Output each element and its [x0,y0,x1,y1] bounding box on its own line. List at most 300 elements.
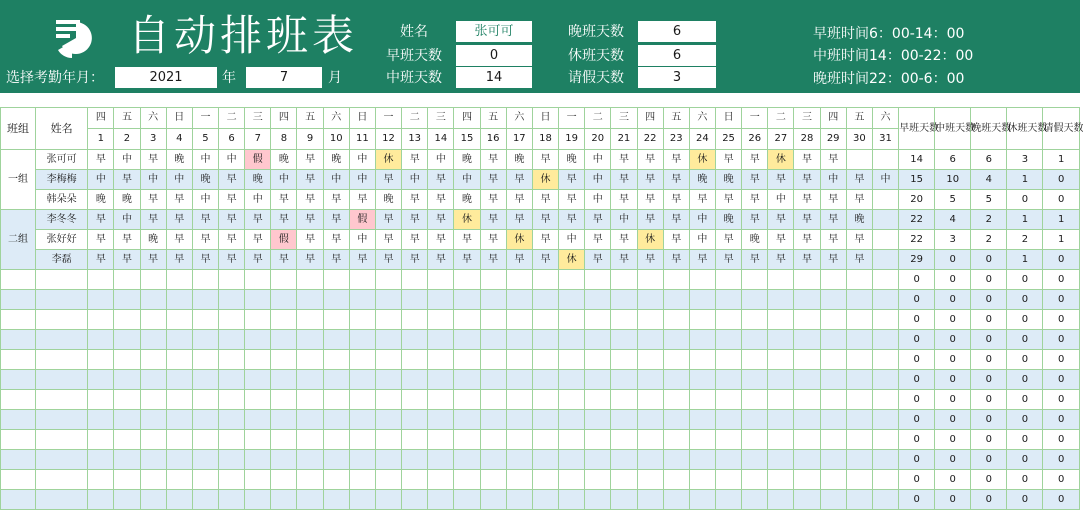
shift-cell[interactable] [532,370,558,390]
shift-cell[interactable]: 早 [88,150,114,170]
shift-cell[interactable] [192,350,218,370]
shift-cell[interactable] [271,490,297,510]
shift-cell[interactable] [166,290,192,310]
shift-cell[interactable] [715,390,741,410]
shift-cell[interactable] [166,470,192,490]
shift-cell[interactable] [611,290,637,310]
shift-cell[interactable]: 早 [166,210,192,230]
shift-cell[interactable]: 中 [114,150,140,170]
shift-cell[interactable] [271,430,297,450]
shift-cell[interactable] [323,490,349,510]
shift-cell[interactable] [768,470,794,490]
shift-cell[interactable] [846,330,872,350]
shift-cell[interactable] [454,330,480,350]
shift-cell[interactable] [637,270,663,290]
shift-cell[interactable]: 休 [532,170,558,190]
shift-cell[interactable]: 休 [454,210,480,230]
shift-cell[interactable] [663,490,689,510]
shift-cell[interactable]: 早 [480,190,506,210]
shift-cell[interactable] [846,310,872,330]
shift-cell[interactable] [88,450,114,470]
shift-cell[interactable]: 早 [88,230,114,250]
shift-cell[interactable] [428,350,454,370]
shift-cell[interactable]: 早 [742,170,768,190]
shift-cell[interactable] [88,410,114,430]
shift-cell[interactable] [532,310,558,330]
shift-cell[interactable] [219,290,245,310]
shift-cell[interactable] [506,350,532,370]
shift-cell[interactable] [611,470,637,490]
shift-cell[interactable]: 晚 [715,170,741,190]
shift-cell[interactable] [480,370,506,390]
shift-cell[interactable] [637,390,663,410]
shift-cell[interactable]: 早 [297,190,323,210]
shift-cell[interactable] [768,350,794,370]
shift-cell[interactable] [663,470,689,490]
shift-cell[interactable]: 中 [192,150,218,170]
shift-cell[interactable]: 早 [611,230,637,250]
shift-cell[interactable] [820,310,846,330]
shift-cell[interactable] [480,330,506,350]
shift-cell[interactable] [820,350,846,370]
employee-name[interactable]: 李梅梅 [36,170,88,190]
shift-cell[interactable]: 晚 [454,190,480,210]
shift-cell[interactable] [219,270,245,290]
shift-cell[interactable] [297,270,323,290]
shift-cell[interactable] [140,430,166,450]
shift-cell[interactable] [532,450,558,470]
shift-cell[interactable]: 早 [297,210,323,230]
shift-cell[interactable] [872,330,898,350]
shift-cell[interactable] [794,270,820,290]
employee-name[interactable] [36,290,88,310]
shift-cell[interactable]: 早 [611,150,637,170]
shift-cell[interactable] [114,270,140,290]
shift-cell[interactable]: 早 [402,150,428,170]
shift-cell[interactable] [794,290,820,310]
shift-cell[interactable] [846,350,872,370]
shift-cell[interactable]: 早 [271,250,297,270]
shift-cell[interactable]: 早 [637,250,663,270]
shift-cell[interactable] [402,350,428,370]
employee-name[interactable] [36,490,88,510]
shift-cell[interactable]: 休 [689,150,715,170]
shift-cell[interactable] [428,490,454,510]
shift-cell[interactable] [872,350,898,370]
shift-cell[interactable] [114,430,140,450]
shift-cell[interactable]: 早 [846,230,872,250]
shift-cell[interactable] [506,410,532,430]
shift-cell[interactable] [323,390,349,410]
shift-cell[interactable] [375,410,401,430]
shift-cell[interactable]: 早 [480,170,506,190]
shift-cell[interactable] [611,270,637,290]
shift-cell[interactable] [323,290,349,310]
shift-cell[interactable]: 早 [637,210,663,230]
shift-cell[interactable]: 晚 [140,230,166,250]
employee-name[interactable] [36,450,88,470]
shift-cell[interactable]: 早 [794,190,820,210]
shift-cell[interactable]: 中 [428,150,454,170]
shift-cell[interactable] [192,430,218,450]
shift-cell[interactable] [742,330,768,350]
shift-cell[interactable]: 早 [375,170,401,190]
shift-cell[interactable] [663,270,689,290]
shift-cell[interactable] [192,490,218,510]
shift-cell[interactable] [559,450,585,470]
shift-cell[interactable] [323,350,349,370]
shift-cell[interactable] [323,330,349,350]
shift-cell[interactable]: 晚 [742,230,768,250]
employee-name[interactable] [36,430,88,450]
shift-cell[interactable] [114,330,140,350]
shift-cell[interactable] [742,490,768,510]
shift-cell[interactable] [559,270,585,290]
shift-cell[interactable]: 早 [506,170,532,190]
shift-cell[interactable] [715,330,741,350]
shift-cell[interactable] [846,390,872,410]
shift-cell[interactable]: 早 [768,250,794,270]
shift-cell[interactable] [480,310,506,330]
shift-cell[interactable] [192,330,218,350]
shift-cell[interactable] [742,290,768,310]
employee-name[interactable]: 张可可 [36,150,88,170]
shift-cell[interactable]: 早 [375,230,401,250]
shift-cell[interactable]: 早 [532,250,558,270]
shift-cell[interactable]: 晚 [323,150,349,170]
shift-cell[interactable] [820,330,846,350]
shift-cell[interactable] [532,270,558,290]
shift-cell[interactable]: 中 [402,170,428,190]
shift-cell[interactable] [192,390,218,410]
shift-cell[interactable] [585,330,611,350]
shift-cell[interactable] [585,270,611,290]
shift-cell[interactable] [402,330,428,350]
shift-cell[interactable] [663,370,689,390]
shift-cell[interactable] [872,410,898,430]
shift-cell[interactable] [794,410,820,430]
shift-cell[interactable]: 中 [820,170,846,190]
shift-cell[interactable] [689,410,715,430]
shift-cell[interactable] [402,290,428,310]
shift-cell[interactable]: 早 [663,210,689,230]
shift-cell[interactable]: 早 [219,250,245,270]
shift-cell[interactable] [454,450,480,470]
shift-cell[interactable] [506,430,532,450]
shift-cell[interactable] [349,290,375,310]
shift-cell[interactable] [585,350,611,370]
shift-cell[interactable]: 晚 [375,190,401,210]
group-cell[interactable] [1,270,36,290]
shift-cell[interactable]: 早 [140,250,166,270]
shift-cell[interactable] [663,310,689,330]
shift-cell[interactable] [742,450,768,470]
shift-cell[interactable] [375,470,401,490]
shift-cell[interactable] [402,430,428,450]
shift-cell[interactable] [768,310,794,330]
shift-cell[interactable] [532,410,558,430]
shift-cell[interactable] [689,310,715,330]
shift-cell[interactable] [820,390,846,410]
shift-cell[interactable] [637,290,663,310]
shift-cell[interactable]: 早 [637,150,663,170]
shift-cell[interactable]: 早 [506,250,532,270]
shift-cell[interactable]: 早 [532,210,558,230]
shift-cell[interactable] [480,350,506,370]
shift-cell[interactable] [715,270,741,290]
shift-cell[interactable] [585,290,611,310]
shift-cell[interactable] [297,330,323,350]
shift-cell[interactable] [375,270,401,290]
shift-cell[interactable] [794,450,820,470]
shift-cell[interactable] [271,390,297,410]
shift-cell[interactable] [480,490,506,510]
shift-cell[interactable] [506,450,532,470]
shift-cell[interactable] [192,450,218,470]
month-input[interactable]: 7 [246,67,322,88]
shift-cell[interactable]: 假 [349,210,375,230]
shift-cell[interactable] [559,330,585,350]
shift-cell[interactable]: 早 [611,170,637,190]
shift-cell[interactable] [88,430,114,450]
shift-cell[interactable] [794,430,820,450]
shift-cell[interactable] [506,270,532,290]
shift-cell[interactable] [585,310,611,330]
shift-cell[interactable] [88,350,114,370]
shift-cell[interactable]: 早 [585,230,611,250]
shift-cell[interactable] [872,190,898,210]
shift-cell[interactable]: 早 [532,190,558,210]
shift-cell[interactable] [846,450,872,470]
shift-cell[interactable] [402,310,428,330]
shift-cell[interactable] [219,490,245,510]
shift-cell[interactable] [480,390,506,410]
shift-cell[interactable] [114,370,140,390]
shift-cell[interactable]: 中 [689,230,715,250]
shift-cell[interactable] [846,370,872,390]
shift-cell[interactable] [219,330,245,350]
shift-cell[interactable] [271,270,297,290]
shift-cell[interactable] [637,370,663,390]
shift-cell[interactable] [872,490,898,510]
shift-cell[interactable] [219,430,245,450]
shift-cell[interactable] [715,450,741,470]
shift-cell[interactable] [402,370,428,390]
shift-cell[interactable] [192,470,218,490]
shift-cell[interactable] [689,470,715,490]
name-select[interactable]: 张可可 [456,21,532,42]
employee-name[interactable]: 李冬冬 [36,210,88,230]
shift-cell[interactable] [245,290,271,310]
shift-cell[interactable] [402,490,428,510]
shift-cell[interactable] [454,290,480,310]
shift-cell[interactable] [271,410,297,430]
shift-cell[interactable] [480,410,506,430]
shift-cell[interactable]: 早 [480,230,506,250]
shift-cell[interactable] [506,290,532,310]
shift-cell[interactable] [585,450,611,470]
shift-cell[interactable] [637,410,663,430]
shift-cell[interactable]: 早 [140,210,166,230]
shift-cell[interactable] [245,270,271,290]
shift-cell[interactable] [559,430,585,450]
shift-cell[interactable] [349,310,375,330]
shift-cell[interactable]: 早 [219,190,245,210]
shift-cell[interactable]: 早 [532,150,558,170]
shift-cell[interactable] [297,310,323,330]
shift-cell[interactable] [715,370,741,390]
shift-cell[interactable]: 早 [297,150,323,170]
shift-cell[interactable] [166,330,192,350]
shift-cell[interactable] [297,430,323,450]
shift-cell[interactable]: 早 [794,210,820,230]
shift-cell[interactable] [872,150,898,170]
shift-cell[interactable] [585,390,611,410]
shift-cell[interactable]: 早 [192,210,218,230]
shift-cell[interactable] [872,310,898,330]
shift-cell[interactable] [219,410,245,430]
shift-cell[interactable] [402,410,428,430]
shift-cell[interactable] [768,290,794,310]
shift-cell[interactable] [88,330,114,350]
shift-cell[interactable]: 早 [846,190,872,210]
shift-cell[interactable] [166,370,192,390]
shift-cell[interactable]: 中 [768,190,794,210]
shift-cell[interactable]: 早 [88,250,114,270]
shift-cell[interactable]: 中 [349,150,375,170]
shift-cell[interactable] [872,430,898,450]
shift-cell[interactable] [846,490,872,510]
shift-cell[interactable] [323,410,349,430]
shift-cell[interactable] [375,490,401,510]
shift-cell[interactable]: 早 [140,150,166,170]
shift-cell[interactable]: 晚 [846,210,872,230]
shift-cell[interactable] [375,390,401,410]
shift-cell[interactable] [506,390,532,410]
shift-cell[interactable] [140,370,166,390]
shift-cell[interactable] [192,310,218,330]
shift-cell[interactable] [245,350,271,370]
shift-cell[interactable] [166,270,192,290]
shift-cell[interactable] [375,450,401,470]
shift-cell[interactable] [820,490,846,510]
shift-cell[interactable] [114,290,140,310]
shift-cell[interactable] [140,450,166,470]
shift-cell[interactable] [480,470,506,490]
shift-cell[interactable]: 早 [794,230,820,250]
shift-cell[interactable]: 早 [480,210,506,230]
shift-cell[interactable] [585,470,611,490]
shift-cell[interactable] [166,310,192,330]
shift-cell[interactable] [454,390,480,410]
shift-cell[interactable] [768,390,794,410]
shift-cell[interactable] [532,490,558,510]
shift-cell[interactable]: 早 [820,210,846,230]
group-cell[interactable] [1,490,36,510]
shift-cell[interactable] [768,450,794,470]
shift-cell[interactable] [820,470,846,490]
shift-cell[interactable]: 早 [428,230,454,250]
shift-cell[interactable] [846,410,872,430]
shift-cell[interactable]: 早 [768,170,794,190]
shift-cell[interactable] [846,470,872,490]
shift-cell[interactable]: 中 [166,170,192,190]
shift-cell[interactable] [245,450,271,470]
shift-cell[interactable] [140,490,166,510]
shift-cell[interactable]: 早 [663,250,689,270]
shift-cell[interactable] [454,410,480,430]
shift-cell[interactable]: 晚 [88,190,114,210]
shift-cell[interactable] [192,410,218,430]
shift-cell[interactable]: 早 [219,170,245,190]
shift-cell[interactable] [245,310,271,330]
shift-cell[interactable] [689,430,715,450]
group-cell[interactable] [1,350,36,370]
shift-cell[interactable] [689,390,715,410]
shift-cell[interactable] [323,310,349,330]
shift-cell[interactable]: 早 [349,190,375,210]
shift-cell[interactable] [872,450,898,470]
shift-cell[interactable] [559,310,585,330]
shift-cell[interactable] [715,290,741,310]
shift-cell[interactable]: 晚 [454,150,480,170]
shift-cell[interactable]: 晚 [271,150,297,170]
shift-cell[interactable] [402,390,428,410]
shift-cell[interactable] [297,370,323,390]
shift-cell[interactable]: 早 [192,230,218,250]
shift-cell[interactable] [794,350,820,370]
shift-cell[interactable] [297,450,323,470]
shift-cell[interactable] [166,350,192,370]
shift-cell[interactable] [454,490,480,510]
shift-cell[interactable] [559,490,585,510]
shift-cell[interactable] [794,490,820,510]
shift-cell[interactable] [585,410,611,430]
shift-cell[interactable] [271,370,297,390]
shift-cell[interactable]: 早 [219,230,245,250]
shift-cell[interactable] [611,430,637,450]
shift-cell[interactable] [846,290,872,310]
shift-cell[interactable] [611,350,637,370]
shift-cell[interactable] [454,350,480,370]
group-cell[interactable] [1,290,36,310]
shift-cell[interactable]: 休 [506,230,532,250]
shift-cell[interactable]: 早 [166,230,192,250]
shift-cell[interactable] [820,290,846,310]
shift-cell[interactable] [245,470,271,490]
shift-cell[interactable]: 早 [192,250,218,270]
employee-name[interactable] [36,370,88,390]
shift-cell[interactable] [532,290,558,310]
shift-cell[interactable] [742,370,768,390]
employee-name[interactable]: 李磊 [36,250,88,270]
shift-cell[interactable] [454,430,480,450]
shift-cell[interactable] [872,250,898,270]
shift-cell[interactable] [114,490,140,510]
shift-cell[interactable] [689,350,715,370]
shift-cell[interactable] [715,490,741,510]
shift-cell[interactable] [611,370,637,390]
shift-cell[interactable]: 早 [585,210,611,230]
shift-cell[interactable] [245,330,271,350]
shift-cell[interactable] [166,390,192,410]
shift-cell[interactable]: 假 [245,150,271,170]
shift-cell[interactable] [140,470,166,490]
shift-cell[interactable]: 早 [663,170,689,190]
shift-cell[interactable] [140,290,166,310]
shift-cell[interactable]: 早 [559,210,585,230]
shift-cell[interactable] [166,490,192,510]
